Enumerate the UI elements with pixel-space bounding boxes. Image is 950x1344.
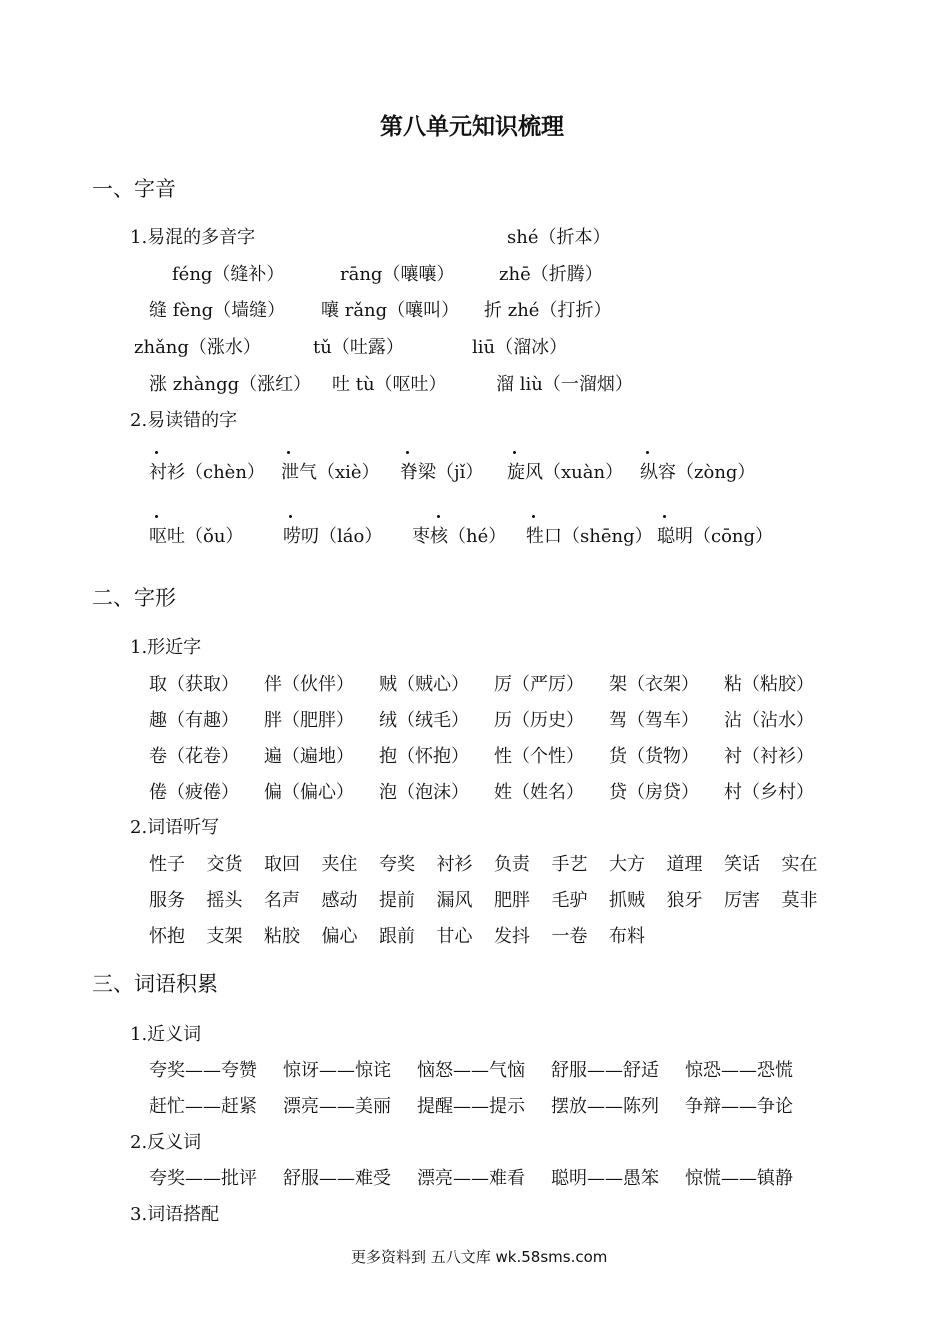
antonym-pair: 聪明——愚笨 — [551, 1168, 659, 1189]
emphasis-dot — [155, 515, 158, 518]
dictation-word: 摇头 — [206, 890, 243, 911]
similar-char-item: 衬（衬衫） — [724, 746, 814, 767]
dictation-word: 狼牙 — [666, 890, 703, 911]
emphasis-dot — [289, 515, 292, 518]
misread-item: 脊梁（jǐ） — [400, 462, 484, 483]
similar-char-item: 贼（贼心） — [379, 674, 469, 695]
dictation-word: 取回 — [264, 854, 300, 875]
emphasis-dot — [663, 515, 666, 518]
similar-char-item: 厉（严厉） — [494, 674, 584, 695]
similar-char-item: 沾（沾水） — [724, 710, 814, 731]
pinyin-item: liū（溜冰） — [472, 337, 568, 358]
similar-char-item: 泡（泡沫） — [379, 782, 469, 803]
synonym-pair: 惊讶——惊诧 — [283, 1060, 391, 1081]
synonym-pair: 夸奖——夸赞 — [149, 1060, 257, 1081]
pinyin-item: shé（折本） — [507, 227, 611, 248]
dictation-word: 夹住 — [321, 854, 358, 875]
pinyin-item: 吐 tù（呕吐） — [332, 374, 447, 395]
misread-item: 呕吐（ǒu） — [149, 526, 244, 547]
emphasis-dot — [646, 451, 649, 454]
synonym-pair: 争辩——争论 — [685, 1096, 793, 1117]
pinyin-item: tǔ（吐露） — [313, 337, 404, 358]
dictation-word: 提前 — [379, 890, 415, 911]
section-heading-zi-yin: 一、字音 — [92, 177, 176, 201]
pinyin-item: 缝 fèng（墙缝） — [149, 300, 286, 321]
dictation-word: 名声 — [264, 890, 300, 911]
dictation-word: 偏心 — [321, 926, 358, 947]
misread-item: 枣核（hé） — [412, 526, 507, 547]
subheading-antonyms: 2.反义词 — [130, 1132, 202, 1153]
subheading-misread: 2.易读错的字 — [130, 410, 238, 431]
similar-char-item: 架（衣架） — [609, 674, 699, 695]
similar-char-item: 伴（伙伴） — [264, 674, 354, 695]
pinyin-item: rāng（嚷嚷） — [340, 264, 455, 285]
antonym-pair: 惊慌——镇静 — [685, 1168, 793, 1189]
misread-item: 牲口（shēng） — [526, 526, 653, 547]
section-heading-zi-xing: 二、字形 — [92, 586, 176, 610]
pinyin-item: 涨 zhàngg（涨红） — [149, 374, 312, 395]
misread-item: 衬衫（chèn） — [149, 462, 265, 483]
synonym-pair: 提醒——提示 — [417, 1096, 525, 1117]
similar-char-item: 姓（姓名） — [494, 782, 584, 803]
similar-char-item: 取（获取） — [149, 674, 239, 695]
antonym-pair: 舒服——难受 — [283, 1168, 391, 1189]
dictation-word: 肥胖 — [494, 890, 530, 911]
dictation-word: 负责 — [494, 854, 530, 875]
footer-watermark: 更多资料到 五八文库 wk.58sms.com — [351, 1248, 608, 1266]
similar-char-item: 村（乡村） — [724, 782, 814, 803]
similar-char-item: 遍（遍地） — [264, 746, 354, 767]
dictation-word: 笑话 — [724, 854, 760, 875]
dictation-word: 道理 — [666, 854, 703, 875]
misread-item: 纵容（zòng） — [640, 462, 756, 483]
pinyin-item: zhǎng（涨水） — [134, 337, 261, 358]
dictation-word: 粘胶 — [264, 926, 300, 947]
misread-item: 旋风（xuàn） — [507, 462, 624, 483]
similar-char-item: 粘（粘胶） — [724, 674, 814, 695]
similar-char-item: 性（个性） — [494, 746, 584, 767]
subheading-synonyms: 1.近义词 — [130, 1024, 202, 1045]
dictation-word: 交货 — [206, 854, 243, 875]
dictation-word: 莫非 — [781, 890, 818, 911]
misread-item: 泄气（xiè） — [281, 462, 380, 483]
subheading-collocation: 3.词语搭配 — [130, 1204, 220, 1225]
dictation-word: 厉害 — [724, 890, 760, 911]
dictation-word: 一卷 — [551, 926, 588, 947]
synonym-pair: 漂亮——美丽 — [283, 1096, 391, 1117]
synonym-pair: 舒服——舒适 — [551, 1060, 659, 1081]
emphasis-dot — [155, 451, 158, 454]
pinyin-item: 溜 liù（一溜烟） — [496, 374, 633, 395]
subheading-dictation: 2.词语听写 — [130, 817, 220, 838]
emphasis-dot — [532, 515, 535, 518]
antonym-pair: 漂亮——难看 — [417, 1168, 525, 1189]
similar-char-item: 绒（绒毛） — [379, 710, 469, 731]
emphasis-dot — [437, 515, 440, 518]
similar-char-item: 抱（怀抱） — [379, 746, 469, 767]
subheading-polyphonic: 1.易混的多音字 — [130, 227, 256, 248]
dictation-word: 怀抱 — [149, 926, 185, 947]
dictation-word: 衬衫 — [436, 854, 473, 875]
similar-char-item: 历（历史） — [494, 710, 584, 731]
dictation-word: 夸奖 — [379, 854, 415, 875]
dictation-word: 跟前 — [379, 926, 415, 947]
synonym-pair: 恼怒——气恼 — [417, 1060, 525, 1081]
similar-char-item: 倦（疲倦） — [149, 782, 239, 803]
dictation-word: 感动 — [321, 890, 358, 911]
page-title: 第八单元知识梳理 — [380, 114, 564, 140]
dictation-word: 漏风 — [436, 890, 473, 911]
pinyin-item: 折 zhé（打折） — [484, 300, 612, 321]
dictation-word: 服务 — [149, 890, 185, 911]
antonym-pair: 夸奖——批评 — [149, 1168, 257, 1189]
dictation-word: 抓贼 — [609, 890, 645, 911]
dictation-word: 布料 — [609, 926, 645, 947]
dictation-word: 实在 — [781, 854, 818, 875]
dictation-word: 手艺 — [551, 854, 588, 875]
synonym-pair: 赶忙——赶紧 — [149, 1096, 257, 1117]
misread-item: 唠叨（láo） — [283, 526, 383, 547]
similar-char-item: 卷（花卷） — [149, 746, 239, 767]
similar-char-item: 趣（有趣） — [149, 710, 239, 731]
misread-item: 聪明（cōng） — [657, 526, 774, 547]
emphasis-dot — [287, 451, 290, 454]
dictation-word: 甘心 — [436, 926, 473, 947]
dictation-word: 支架 — [206, 926, 243, 947]
dictation-word: 大方 — [609, 854, 645, 875]
synonym-pair: 摆放——陈列 — [551, 1096, 659, 1117]
dictation-word: 发抖 — [494, 926, 530, 947]
similar-char-item: 驾（驾车） — [609, 710, 699, 731]
section-heading-ci-yu: 三、词语积累 — [92, 972, 218, 996]
subheading-similar: 1.形近字 — [130, 637, 202, 658]
emphasis-dot — [513, 451, 516, 454]
emphasis-dot — [406, 451, 409, 454]
dictation-word: 性子 — [149, 854, 185, 875]
dictation-word: 毛驴 — [551, 890, 588, 911]
similar-char-item: 贷（房贷） — [609, 782, 699, 803]
pinyin-item: 嚷 rǎng（嚷叫） — [321, 300, 460, 321]
similar-char-item: 胖（肥胖） — [264, 710, 354, 731]
pinyin-item: zhē（折腾） — [499, 264, 603, 285]
similar-char-item: 货（货物） — [609, 746, 699, 767]
synonym-pair: 惊恐——恐慌 — [685, 1060, 793, 1081]
pinyin-item: féng（缝补） — [172, 264, 285, 285]
similar-char-item: 偏（偏心） — [264, 782, 354, 803]
